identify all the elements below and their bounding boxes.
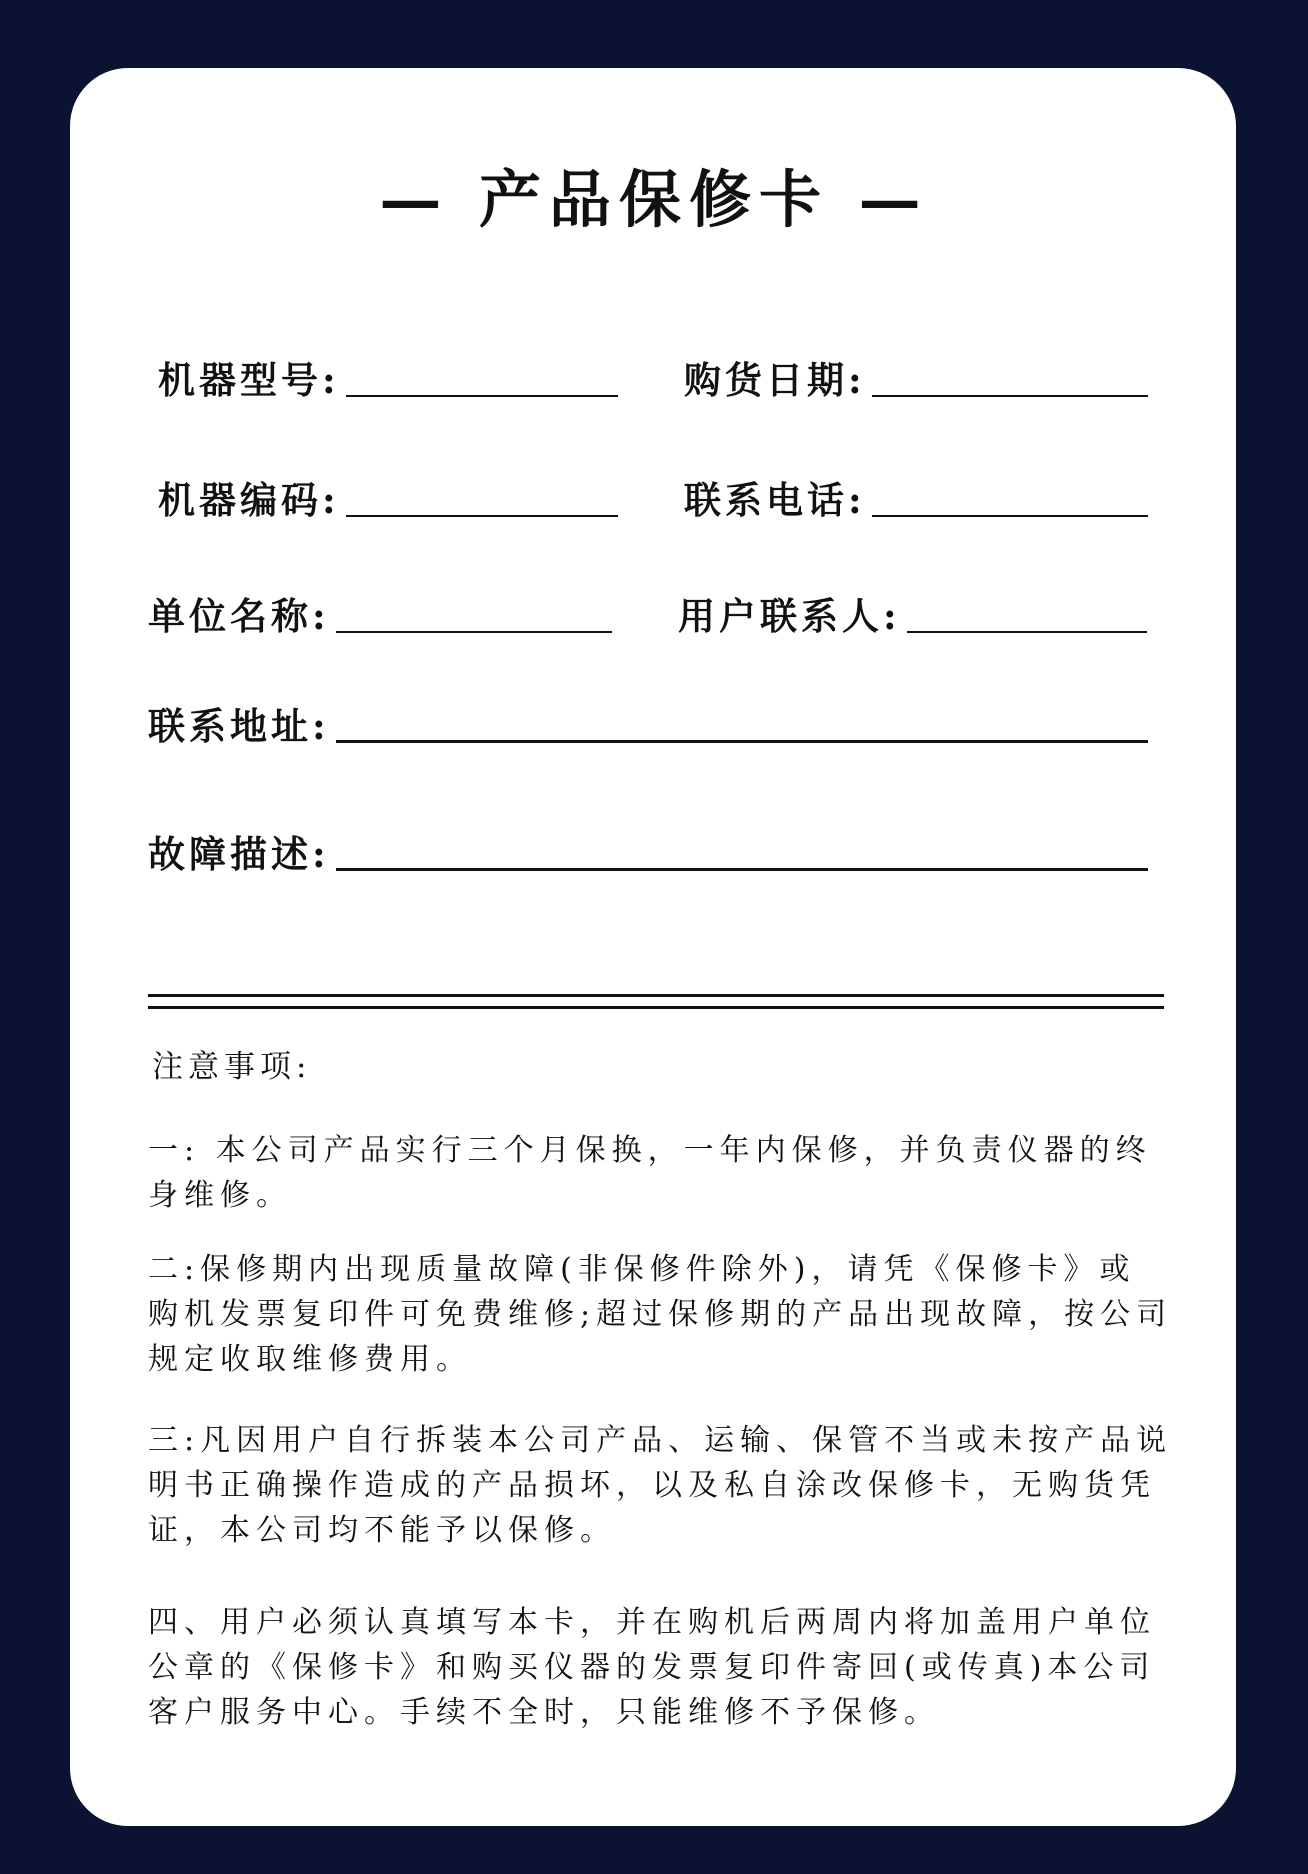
phone-field [684,478,1148,522]
serial-field [158,478,618,522]
fault-label: 故障描述: [148,832,330,876]
notice-item-1: 一: 本公司产品实行三个月保换，一年内保修，并负责仪器的终身维修。 [148,1133,1152,1213]
page-title: — 产品保修卡 — [379,163,929,236]
purchase-date-input-line[interactable] [872,395,1148,397]
notice-heading: 注意事项: [152,1049,312,1085]
contact-person-input-line[interactable] [907,631,1147,633]
company-input-line[interactable] [336,631,612,633]
contact-person-field [678,594,1147,638]
model-label: 机器型号: [158,358,340,402]
serial-input-line[interactable] [346,515,618,517]
purchase-date-label: 购货日期: [684,358,866,402]
phone-label: 联系电话: [684,478,866,522]
company-field [148,594,612,638]
address-input-line[interactable] [336,740,1148,743]
fault-input-line[interactable] [336,868,1148,871]
notice-item-4: 四、用户必须认真填写本卡，并在购机后两周内将加盖用户单位公章的《保修卡》和购买仪器的发票复印件寄回(或传真)本公司客户服务中心。手续不全时，只能维修不予保修。 [148,1605,1156,1730]
contact-person-label: 用户联系人: [678,594,901,638]
divider-top [148,994,1164,997]
address-field [148,704,1148,748]
phone-input-line[interactable] [872,515,1148,517]
serial-label: 机器编码: [158,478,340,522]
divider-bottom [148,1006,1164,1009]
notice-item-3: 三:凡因用户自行拆装本公司产品、运输、保管不当或未按产品说明书正确操作造成的产品损坏，以及私自涂改保修卡，无购货凭证，本公司均不能予以保修。 [148,1423,1173,1548]
notice-item-2: 二:保修期内出现质量故障(非保修件除外)，请凭《保修卡》或 购机发票复印件可免费维修;超过保修期的产品出现故障，按公司规定收取维修费用。 [148,1252,1173,1377]
purchase-date-field [684,358,1148,402]
model-field [158,358,618,402]
company-label: 单位名称: [148,594,330,638]
address-label: 联系地址: [148,704,330,748]
model-input-line[interactable] [346,395,618,397]
warranty-card [70,68,1236,1826]
fault-field [148,832,1148,876]
